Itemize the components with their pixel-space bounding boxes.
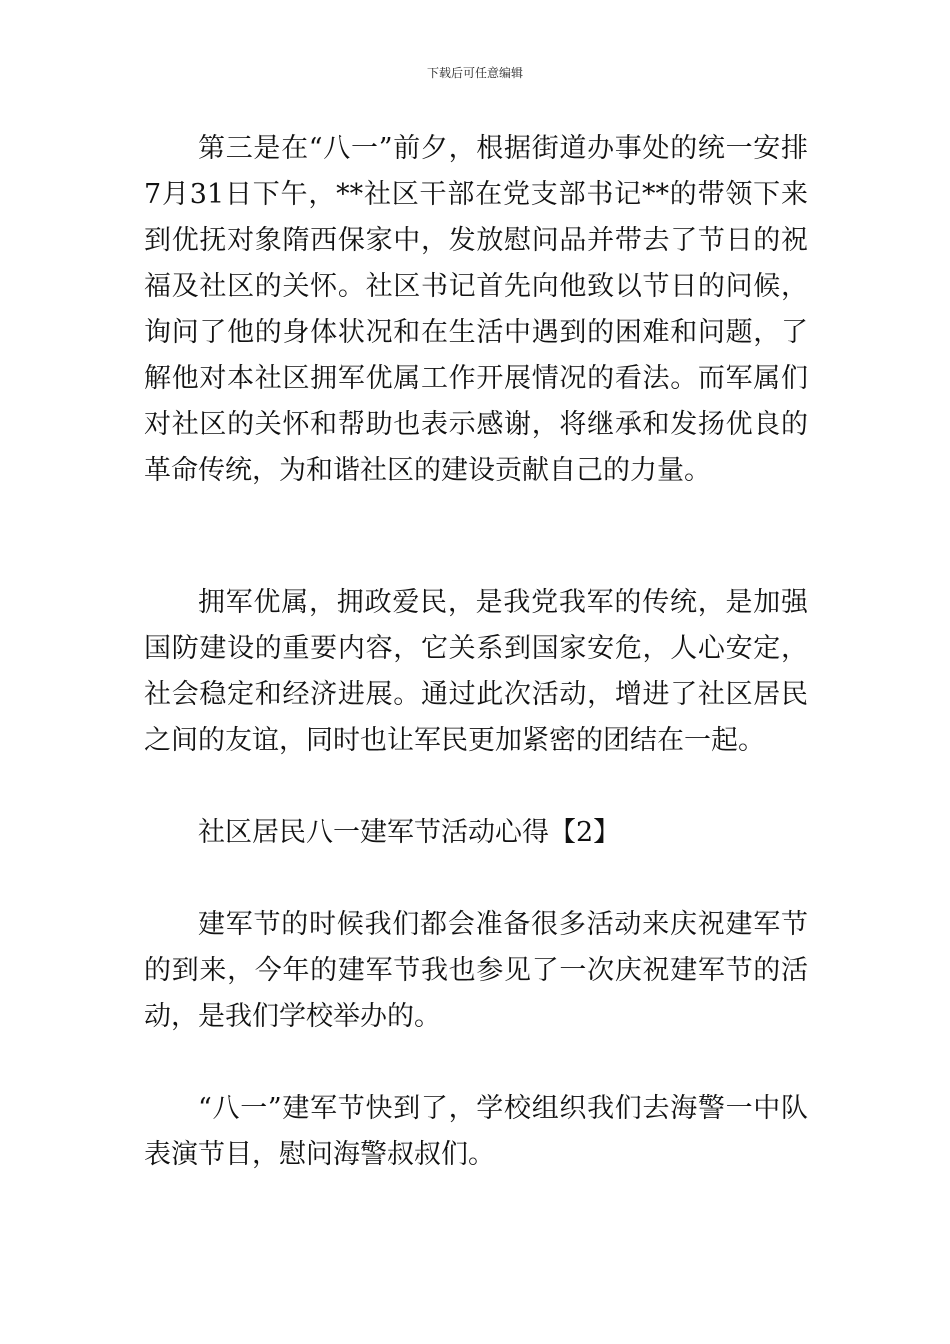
paragraph-gap [144, 494, 808, 540]
paragraph-gap [144, 856, 808, 902]
page-header: 下载后可任意编辑 [426, 66, 523, 80]
paragraph-gap [144, 764, 808, 810]
paragraph-3: 建军节的时候我们都会准备很多活动来庆祝建军节的到来，今年的建军节我也参见了一次庆祝建军节的活动，是我们学校举办的。 [144, 909, 808, 1032]
paragraph-2: 拥军优属，拥政爱民，是我党我军的传统，是加强国防建设的重要内容，它关系到国家安危，人心安定，社会稳定和经济进展。通过此次活动，增进了社区居民之间的友谊，同时也让军民更加紧密的团结在一起。 [144, 587, 808, 756]
paragraph-4: “八一”建军节快到了，学校组织我们去海警一中队表演节目，慰问海警叔叔们。 [144, 1093, 808, 1170]
paragraph-gap [144, 1040, 808, 1086]
paragraph-1: 第三是在“八一”前夕，根据街道办事处的统一安排7月31日下午，**社区干部在党支部书记**的带领下来到优抚对象隋西保家中，发放慰问品并带去了节日的祝福及社区的关怀。社区书记首先向他致以节日的问候，询问了他的身体状况和在生活中遇到的困难和问题，了解他对本社区拥军优属工作开展情况的看法。而军属们对社区的关怀和帮助也表示感谢，将继承和发扬优良的革命传统，为和谐社区的建设贡献自己的力量。 [144, 133, 808, 486]
section-heading: 社区居民八一建军节活动心得【2】 [198, 817, 621, 848]
paragraph-gap [144, 540, 808, 580]
document-body [144, 126, 808, 1178]
